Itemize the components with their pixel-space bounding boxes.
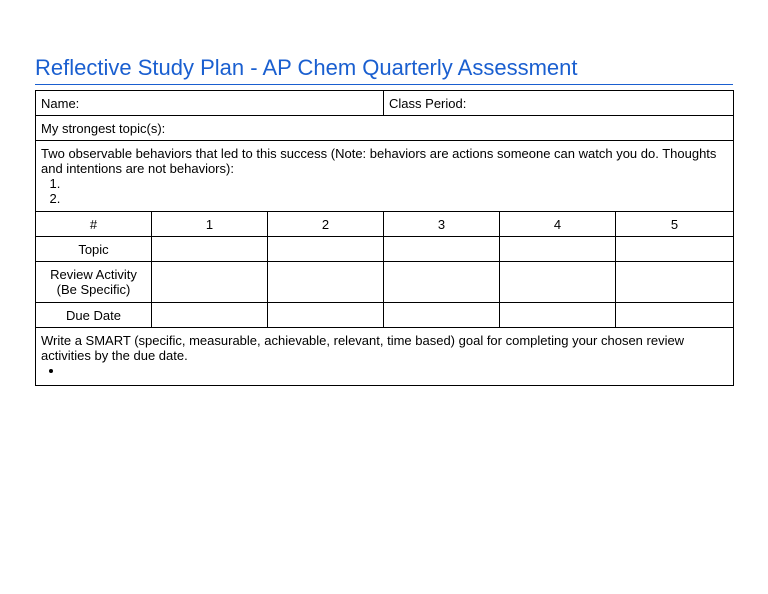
review-activity-row	[36, 262, 734, 303]
column-header-4: 4	[500, 212, 616, 237]
study-plan-table	[35, 90, 734, 386]
due-date-cell-2[interactable]	[268, 303, 384, 328]
review-activity-cell-2[interactable]	[268, 262, 384, 303]
due-date-cell-1[interactable]	[152, 303, 268, 328]
review-activity-row-label: Review Activity (Be Specific)	[36, 262, 152, 303]
review-activity-cell-4[interactable]	[500, 262, 616, 303]
header-number-cell: #	[36, 212, 152, 237]
behaviors-field[interactable]	[36, 141, 734, 212]
topic-row-label: Topic	[36, 237, 152, 262]
due-date-row-label: Due Date	[36, 303, 152, 328]
behavior-item-1[interactable]	[64, 176, 728, 191]
review-activity-cell-1[interactable]	[152, 262, 268, 303]
smart-goal-list	[41, 363, 728, 380]
topic-row	[36, 237, 734, 262]
column-header-1: 1	[152, 212, 268, 237]
column-header-5: 5	[616, 212, 734, 237]
behaviors-row	[36, 141, 734, 212]
review-table-header-row	[36, 212, 734, 237]
topic-cell-3[interactable]	[384, 237, 500, 262]
review-activity-cell-5[interactable]	[616, 262, 734, 303]
name-label: Name:	[41, 95, 80, 111]
smart-goal-field[interactable]	[36, 328, 734, 386]
smart-goal-prompt: Write a SMART (specific, measurable, achievable, relevant, time based) goal for completing your chosen review activities by the due date.	[41, 333, 685, 363]
behavior-item-2[interactable]	[64, 191, 728, 206]
class-period-field[interactable]	[384, 91, 734, 116]
strongest-topics-field[interactable]	[36, 116, 734, 141]
smart-goal-row	[36, 328, 734, 386]
class-period-label: Class Period:	[389, 95, 467, 111]
behaviors-prompt: Two observable behaviors that led to this success (Note: behaviors are actions someone can watch you do. Thoughts and intentions are not behaviors):	[41, 146, 717, 176]
topic-cell-2[interactable]	[268, 237, 384, 262]
due-date-cell-4[interactable]	[500, 303, 616, 328]
strongest-topics-label: My strongest topic(s):	[41, 120, 166, 136]
column-header-2: 2	[268, 212, 384, 237]
topic-cell-1[interactable]	[152, 237, 268, 262]
strongest-topics-row	[36, 116, 734, 141]
due-date-cell-3[interactable]	[384, 303, 500, 328]
name-row	[36, 91, 734, 116]
name-field[interactable]	[36, 91, 384, 116]
page-title: Reflective Study Plan - AP Chem Quarterly Assessment	[35, 54, 733, 85]
due-date-cell-5[interactable]	[616, 303, 734, 328]
topic-cell-4[interactable]	[500, 237, 616, 262]
column-header-3: 3	[384, 212, 500, 237]
smart-goal-item[interactable]	[64, 363, 728, 378]
due-date-row	[36, 303, 734, 328]
topic-cell-5[interactable]	[616, 237, 734, 262]
review-activity-cell-3[interactable]	[384, 262, 500, 303]
behaviors-list	[41, 176, 728, 206]
